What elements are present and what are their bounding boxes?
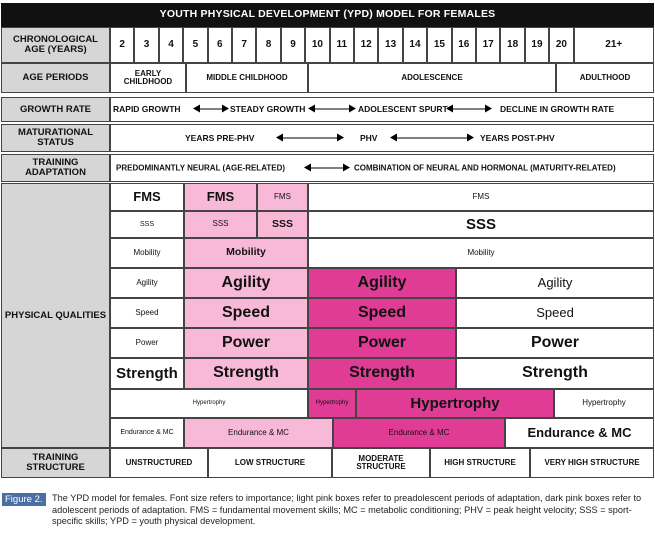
age-cell: 5 (183, 27, 207, 63)
caption-text: The YPD model for females. Font size refers to importance; light pink boxes refer to preadolescent periods of adaptation, dark pink boxes refer to adolescent periods of adaptation. FMS = fundamental movement skills; MC = metabolic conditioning; PHV = peak height velocity; SSS = sport-specific skills; YPD = youth physical development. (52, 493, 642, 526)
agility-middle: Agility (184, 268, 308, 298)
age-cell: 14 (403, 27, 427, 63)
age-cell: 10 (305, 27, 329, 63)
age-cell: 2 (110, 27, 134, 63)
double-arrow-icon (392, 138, 472, 139)
structure-low: LOW STRUCTURE (208, 448, 332, 478)
double-arrow-icon (278, 138, 342, 139)
maturational-post-phv: YEARS POST-PHV (480, 133, 555, 143)
strength-middle: Strength (184, 358, 308, 389)
power-adolescence: Power (308, 328, 456, 358)
structure-very-high: VERY HIGH STRUCTURE (530, 448, 654, 478)
sss-middle: SSS (184, 211, 257, 238)
row-label-chronological-age: CHRONOLOGICAL AGE (YEARS) (1, 27, 110, 63)
structure-moderate: MODERATE STRUCTURE (332, 448, 430, 478)
growth-rate-rapid: RAPID GROWTH (113, 104, 181, 114)
maturational-pre-phv: YEARS PRE-PHV (185, 133, 255, 143)
mobility-adolescence-adulthood: Mobility (308, 238, 654, 268)
sss-late-childhood: SSS (257, 211, 308, 238)
hypertrophy-early-adolescence: Hypertrophy (308, 389, 356, 418)
agility-adolescence: Agility (308, 268, 456, 298)
power-adulthood: Power (456, 328, 654, 358)
growth-rate-steady: STEADY GROWTH (230, 104, 306, 114)
strength-adolescence: Strength (308, 358, 456, 389)
fms-adolescence-adulthood: FMS (308, 183, 654, 211)
age-cell: 20 (549, 27, 573, 63)
speed-adolescence: Speed (308, 298, 456, 328)
mobility-middle: Mobility (184, 238, 308, 268)
row-label-training-structure: TRAINING STRUCTURE (1, 448, 110, 478)
age-cell: 3 (134, 27, 158, 63)
strength-early: Strength (110, 358, 184, 389)
age-cell: 11 (330, 27, 354, 63)
maturational-phv: PHV (360, 133, 378, 143)
age-cell: 19 (525, 27, 549, 63)
sss-adolescence-adulthood: SSS (308, 211, 654, 238)
strength-adulthood: Strength (456, 358, 654, 389)
age-cell: 15 (427, 27, 451, 63)
fms-late-childhood: FMS (257, 183, 308, 211)
row-label-physical-qualities: PHYSICAL QUALITIES (1, 183, 110, 448)
endurance-adulthood: Endurance & MC (505, 418, 654, 448)
structure-unstructured: UNSTRUCTURED (110, 448, 208, 478)
age-period-early-childhood: EARLY CHILDHOOD (110, 63, 186, 93)
age-period-adulthood: ADULTHOOD (556, 63, 654, 93)
age-cell: 12 (354, 27, 378, 63)
age-period-adolescence: ADOLESCENCE (308, 63, 556, 93)
double-arrow-icon (448, 109, 490, 110)
agility-adulthood: Agility (456, 268, 654, 298)
power-middle: Power (184, 328, 308, 358)
age-cell: 6 (208, 27, 232, 63)
age-cell: 18 (500, 27, 524, 63)
speed-adulthood: Speed (456, 298, 654, 328)
age-cell: 13 (378, 27, 402, 63)
endurance-middle: Endurance & MC (184, 418, 333, 448)
caption-tag: Figure 2. (2, 493, 46, 506)
agility-early: Agility (110, 268, 184, 298)
growth-rate-spurt: ADOLESCENT SPURT (358, 104, 448, 114)
hypertrophy-adolescence: Hypertrophy (356, 389, 554, 418)
endurance-early: Endurance & MC (110, 418, 184, 448)
row-label-maturational-status: MATURATIONAL STATUS (1, 124, 110, 152)
structure-high: HIGH STRUCTURE (430, 448, 530, 478)
speed-early: Speed (110, 298, 184, 328)
adaptation-neural: PREDOMINANTLY NEURAL (AGE-RELATED) (116, 163, 286, 173)
age-cell: 4 (159, 27, 183, 63)
age-period-middle-childhood: MIDDLE CHILDHOOD (186, 63, 308, 93)
double-arrow-icon (306, 168, 348, 169)
age-cell: 16 (452, 27, 476, 63)
fms-middle: FMS (184, 183, 257, 211)
endurance-adolescence: Endurance & MC (333, 418, 505, 448)
age-cell: 21+ (574, 27, 654, 63)
hypertrophy-childhood: Hypertrophy (110, 389, 308, 418)
age-cell: 8 (256, 27, 280, 63)
power-early: Power (110, 328, 184, 358)
row-label-age-periods: AGE PERIODS (1, 63, 110, 93)
figure-caption (0, 491, 655, 544)
growth-rate-decline: DECLINE IN GROWTH RATE (500, 104, 615, 114)
speed-middle: Speed (184, 298, 308, 328)
diagram-title: YOUTH PHYSICAL DEVELOPMENT (YPD) MODEL FOR FEMALES (1, 3, 654, 27)
adaptation-combination: COMBINATION OF NEURAL AND HORMONAL (MATURITY-RELATED) (354, 163, 616, 173)
mobility-early: Mobility (110, 238, 184, 268)
double-arrow-icon (195, 109, 227, 110)
age-cell: 7 (232, 27, 256, 63)
double-arrow-icon (310, 109, 354, 110)
sss-early: SSS (110, 211, 184, 238)
row-label-training-adaptation: TRAINING ADAPTATION (1, 154, 110, 182)
row-label-growth-rate: GROWTH RATE (1, 97, 110, 122)
fms-early: FMS (110, 183, 184, 211)
age-cell: 9 (281, 27, 305, 63)
age-cell: 17 (476, 27, 500, 63)
hypertrophy-adulthood: Hypertrophy (554, 389, 654, 418)
